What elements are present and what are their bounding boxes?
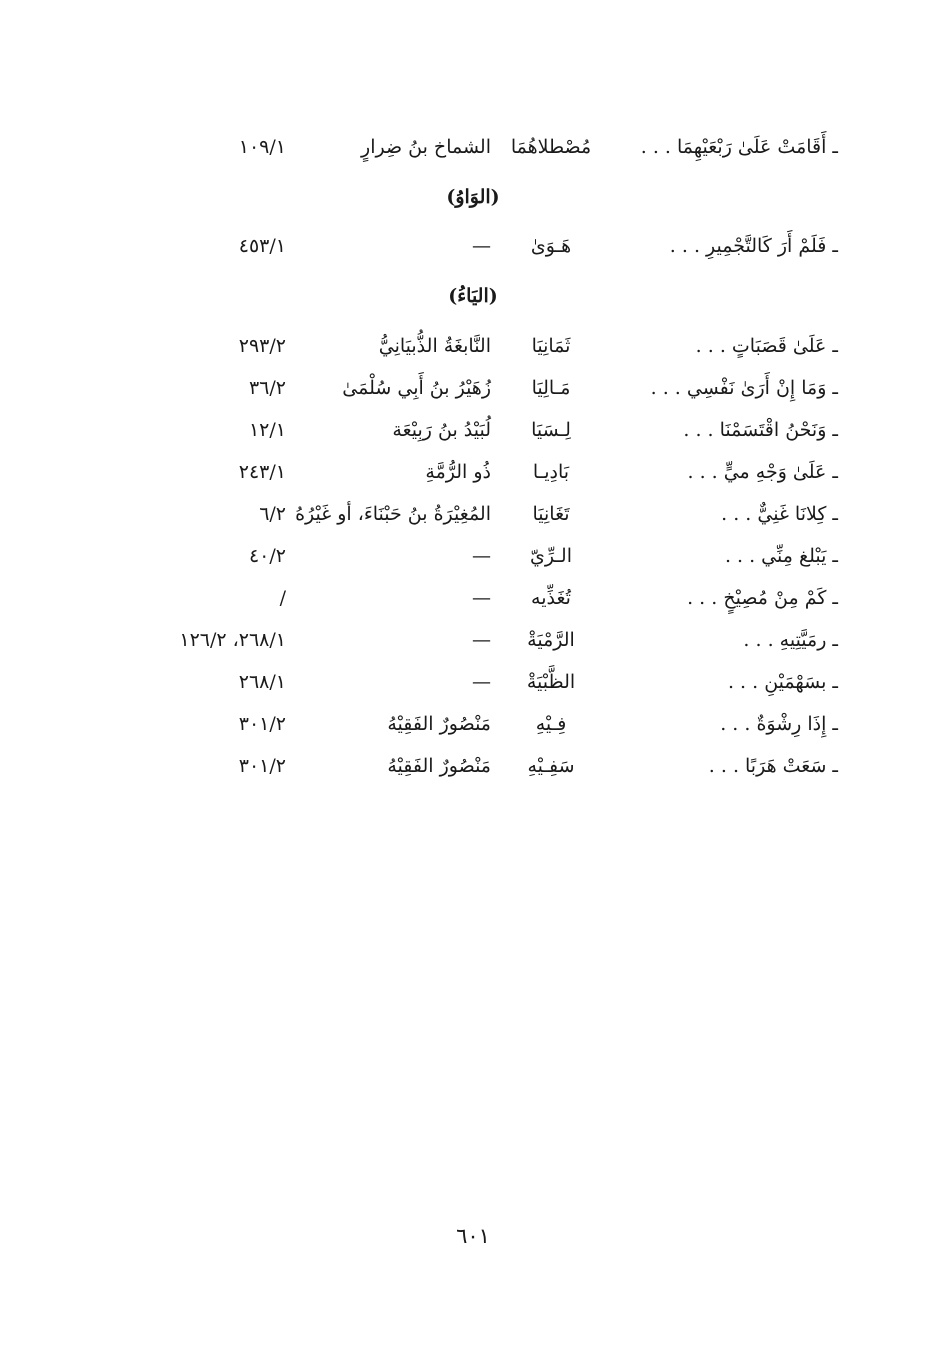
verse-opening: ـ عَلَىٰ قَصَبَاتٍ . . . [695, 335, 838, 357]
table-row [0, 409, 946, 451]
poet-name: — [472, 235, 491, 257]
reference: ٤٥٣/١ [238, 235, 286, 257]
rhyme-word: تُغَذِّيه [531, 587, 571, 609]
verse-opening: ـ كِلانَا غَنِيٌّ . . . [721, 503, 838, 525]
reference: ٤٠/٢ [248, 545, 286, 567]
table-row [0, 535, 946, 577]
reference: ١٢/١ [248, 419, 286, 441]
reference: ٦/٢ [259, 503, 286, 525]
verse-opening: ـ أَقَامَتْ عَلَىٰ رَبْعَيْهِمَا . . . [640, 136, 838, 158]
poet-name: — [472, 545, 491, 567]
rhyme-word: الرَّمْيَةْ [527, 629, 575, 651]
reference: ١٠٩/١ [238, 136, 286, 158]
reference: ٢٩٣/٢ [238, 335, 286, 357]
reference: ٢٦٨/١ [238, 671, 286, 693]
poet-name: ذُو الرُّمَّةِ [425, 461, 491, 483]
table-row [0, 745, 946, 787]
section-heading-ya: (اليَاءُ) [448, 285, 498, 307]
reference: ٣٠١/٢ [238, 755, 286, 777]
verse-opening: ـ كَمْ مِنْ مُصِيْخٍ . . . [687, 587, 838, 609]
table-row [0, 451, 946, 493]
poet-name: الشماخ بنُ ضِرارٍ [361, 136, 491, 158]
verse-opening: ـ بسَهْمَيْنِ . . . [727, 671, 838, 693]
reference: ٣٦/٢ [248, 377, 286, 399]
rhyme-word: الـرِّيّ [530, 545, 572, 567]
reference: / [279, 587, 286, 609]
rhyme-word: هَـوَىٰ [530, 235, 572, 257]
table-row [0, 703, 946, 745]
table-row [0, 225, 946, 267]
rhyme-word: مُصْطلاهُمَا [510, 136, 592, 158]
verse-opening: ـ عَلَىٰ وَجْهِ ميٍّ . . . [687, 461, 838, 483]
reference: ٢٤٣/١ [238, 461, 286, 483]
table-row [0, 661, 946, 703]
poet-name: النَّابغَةُ الذُّبيَانِيُّ [378, 335, 491, 357]
poet-name: مَنْصُورٌ الفَقِيْهُ [387, 755, 491, 777]
table-row [0, 619, 946, 661]
poet-name: — [472, 629, 491, 651]
reference: ٢٦٨/١، ١٢٦/٢ [179, 629, 286, 651]
verse-opening: ـ رمَيَّتِيهِ . . . [743, 629, 838, 651]
table-row [0, 367, 946, 409]
table-row [0, 577, 946, 619]
poet-name: زُهَيْرُ بنُ أَبِي سُلْمَىٰ [342, 377, 491, 399]
reference: ٣٠١/٢ [238, 713, 286, 735]
poet-name: — [472, 587, 491, 609]
verse-opening: ـ يَبْلغ مِنِّي . . . [724, 545, 838, 567]
poet-name: المُغِيْرَةُ بنُ حَبْنَاءَ، أو غَيْرُهُ [295, 503, 491, 525]
poet-name: مَنْصُورٌ الفَقِيْهُ [387, 713, 491, 735]
table-row [0, 126, 946, 168]
table-row [0, 493, 946, 535]
rhyme-word: سَفِـيْهِ [527, 755, 575, 777]
poet-name: — [472, 671, 491, 693]
rhyme-word: فِـيْهِ [535, 713, 567, 735]
page-number: ٦٠١ [456, 1224, 490, 1248]
verse-opening: ـ فَلَمْ أَرَ كَالتَّجْمِيرِ . . . [669, 235, 838, 257]
rhyme-word: تَغَانِيَا [532, 503, 570, 525]
table-row [0, 325, 946, 367]
verse-opening: ـ إِذَا رِشْوَةٌ . . . [720, 713, 838, 735]
rhyme-word: لِـسَيَا [531, 419, 571, 441]
poet-name: لُبَيْدُ بنُ رَبِيْعَة [392, 419, 491, 441]
verse-opening: ـ سَعَتْ هَرَبًا . . . [708, 755, 838, 777]
rhyme-word: الظَّبْيَةْ [526, 671, 576, 693]
rhyme-word: بَادِيـا [532, 461, 570, 483]
section-heading-waw: (الوَاوُ) [446, 186, 500, 208]
rhyme-word: ثَمَانِيَا [531, 335, 571, 357]
verse-opening: ـ وَمَا إِنْ أَرَىٰ نَفْسِي . . . [650, 377, 838, 399]
verse-opening: ـ وَنَحْنُ اقْتَسَمْنَا . . . [683, 419, 838, 441]
rhyme-word: مَـالِيَا [531, 377, 571, 399]
